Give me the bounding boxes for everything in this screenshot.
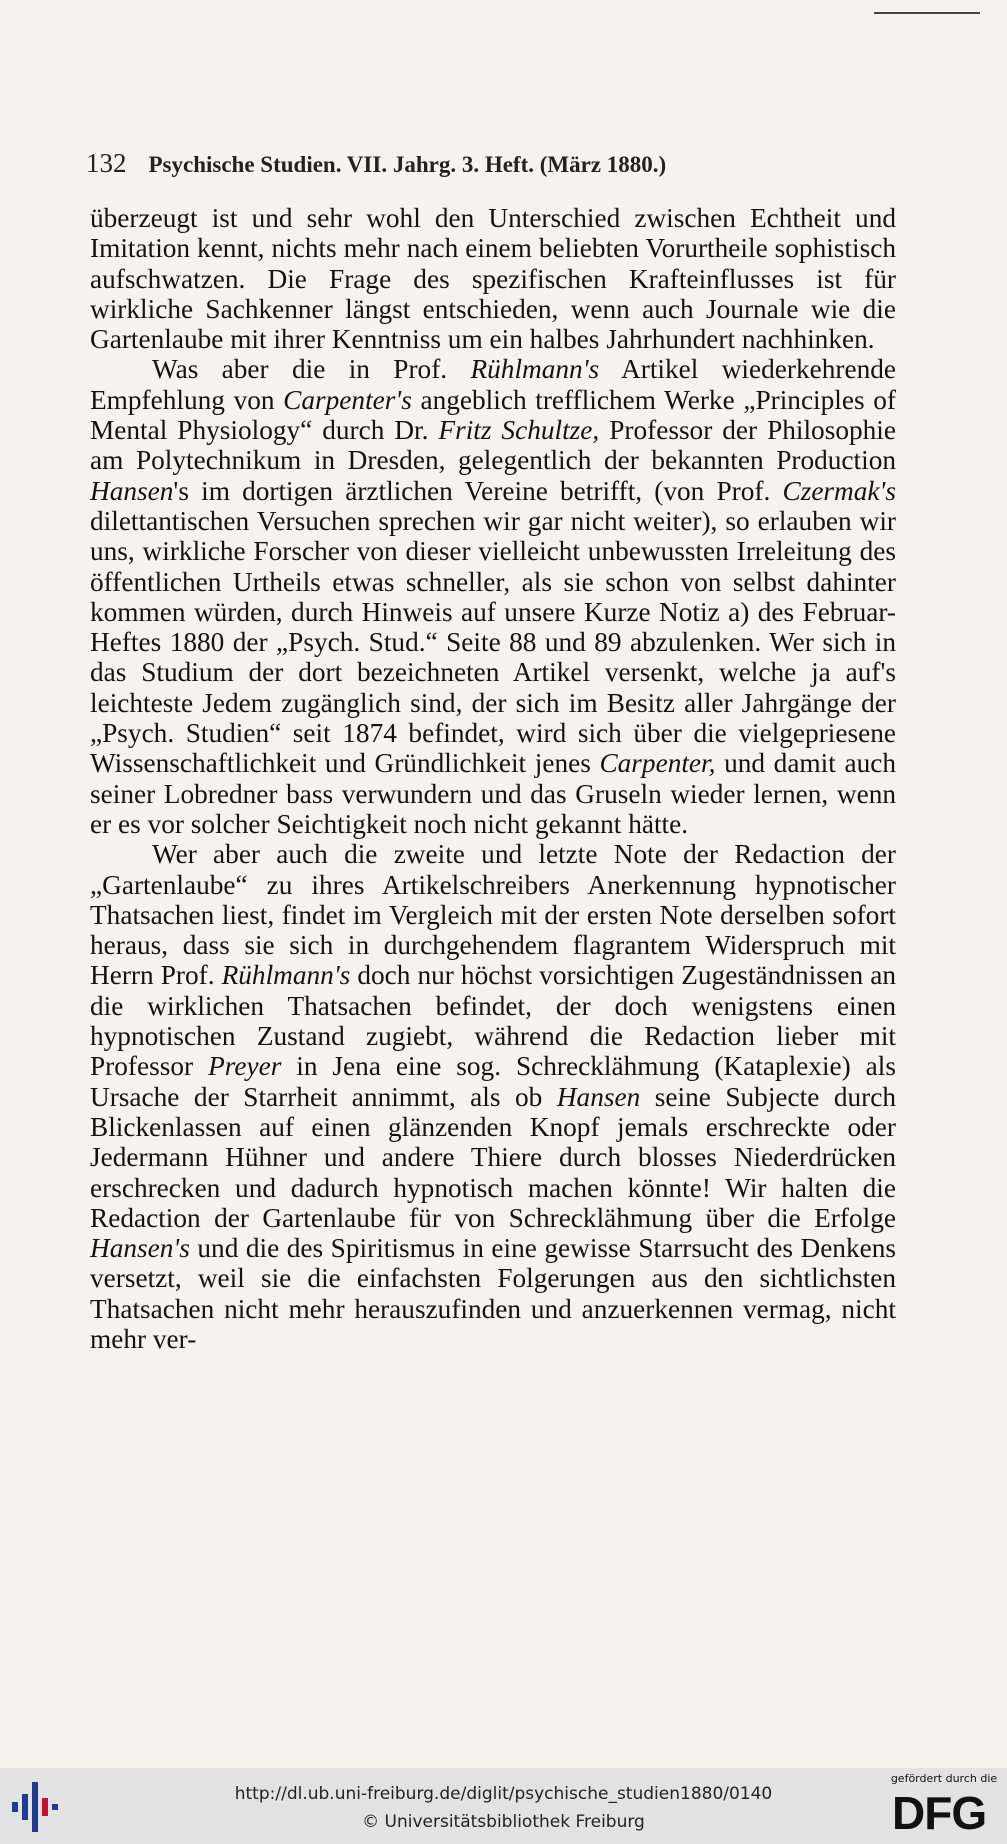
text-run: Was aber die in Prof. <box>152 354 471 385</box>
italic-name: Hansen <box>556 1081 641 1112</box>
dfg-logo-text: DFG <box>892 1787 987 1839</box>
text-run: in Jena eine sog. Schrecklähmung (Kataplexie) als Ursache der Starrheit annimmt, als ob <box>90 1051 897 1112</box>
text-run: Professor der Philosophie am Polytechnikum in Dresden, gelegentlich der bekannten Production <box>90 415 896 476</box>
dfg-logo <box>888 1772 1000 1840</box>
paragraph <box>90 839 896 1354</box>
text-run: und damit auch seiner Lobredner bass verwundern und das Gruseln wieder lernen, wenn er es vor solcher Seichtigkeit noch nicht gekannt hätte. <box>90 748 896 839</box>
italic-name: Czermak's <box>782 475 896 506</box>
dfg-tagline: gefördert durch die <box>890 1772 998 1785</box>
text-run: 's im dortigen ärztlichen Vereine betrifft, (von Prof. <box>173 475 783 506</box>
italic-name: Rühlmann's <box>470 354 600 385</box>
document-url[interactable]: http://dl.ub.uni-freiburg.de/diglit/psychische_studien1880/0140 <box>234 1784 773 1804</box>
body-text <box>90 203 896 1354</box>
text-run: überzeugt ist und sehr wohl den Unterschied zwischen Echtheit und Imitation kennt, nichts mehr nach einem beliebten Vorurtheile sophistisch aufschwatzen. Die Frage des spezifischen Krafteinflusses ist für wirkliche Sachkenner längst entschieden, wenn auch Journale wie die Gartenlaube mit ihrer Kenntniss um ein halbes Jahrhundert nachhinken. <box>90 203 896 355</box>
italic-name: Hansen's <box>90 1233 190 1264</box>
italic-name: Carpenter's <box>283 384 412 415</box>
italic-name: Fritz Schultze, <box>438 415 600 446</box>
text-run: dilettantischen Versuchen sprechen wir gar nicht weiter), so erlauben wir uns, wirkliche Forscher von dieser vielleicht unbewussten Irreleitung des öffentlichen Urtheils etwas schneller, als sie schon von selbst dahinter kommen würden, durch Hinweis auf unsere Kurze Notiz a) des Februar-Heftes 1880 der „Psych. Stud.“ Seite 88 und 89 abzulenken. Wer sich in das Studium der dort bezeichneten Artikel versenkt, welche ja auf's leichteste Jedem zugänglich sind, der sich im Besitz aller Jahrgänge der „Psych. Studien“ seit 1874 befindet, wird sich über die vielgepriesene Wissenschaftlichkeit und Gründlichkeit jenes <box>90 505 896 779</box>
italic-name: Hansen <box>90 475 174 506</box>
copyright-notice: © Universitätsbibliothek Freiburg <box>362 1812 645 1832</box>
italic-name: Carpenter, <box>599 748 716 779</box>
text-run: angeblich trefflichem Werke „Principles of Mental Physiology“ durch Dr. <box>90 384 896 446</box>
text-run: doch nur höchst vorsichtigen Zugeständnissen an die wirklichen Thatsachen befindet, der doch wenigstens einen hypnotischen Zustand zugiebt, während die Redaction lieber mit Professor <box>90 960 897 1082</box>
text-run: seine Subjecte durch Blickenlassen auf einen glänzenden Knopf jemals erschreckte oder Jedermann Hühner und andere Thiere durch blosses Niederdrücken erschrecken und dadurch hypnotisch machen könnte! Wir halten die Redaction der Gartenlaube für von Schrecklähmung über die Erfolge <box>90 1081 896 1233</box>
text-run: Artikel wiederkehrende Empfehlung von <box>90 354 896 415</box>
italic-name: Rühlmann's <box>221 960 351 991</box>
page-number: 132 <box>86 148 127 178</box>
italic-name: Preyer <box>208 1051 282 1082</box>
running-header <box>86 148 926 188</box>
running-title: Psychische Studien. VII. Jahrg. 3. Heft. (März 1880.) <box>148 152 667 177</box>
paragraph <box>90 203 896 354</box>
top-rule <box>874 12 980 14</box>
text-run: und die des Spiritismus in eine gewisse Starrsucht des Denkens versetzt, weil sie die einfachsten Folgerungen aus den sichtlichsten Thatsachen nicht mehr herauszufinden und anzuerkennen vermag, nicht mehr ver- <box>90 1233 896 1354</box>
text-run: Wer aber auch die zweite und letzte Note der Redaction der „Gartenlaube“ zu ihres Artikelschreibers Anerkennung hypnotischer Thatsachen liest, findet im Vergleich mit der ersten Note derselben sofort heraus, dass sie sich in durchgehendem flagrantem Widerspruch mit Herrn Prof. <box>90 839 896 991</box>
paragraph <box>90 354 896 839</box>
viewer-footer <box>0 1768 1007 1844</box>
